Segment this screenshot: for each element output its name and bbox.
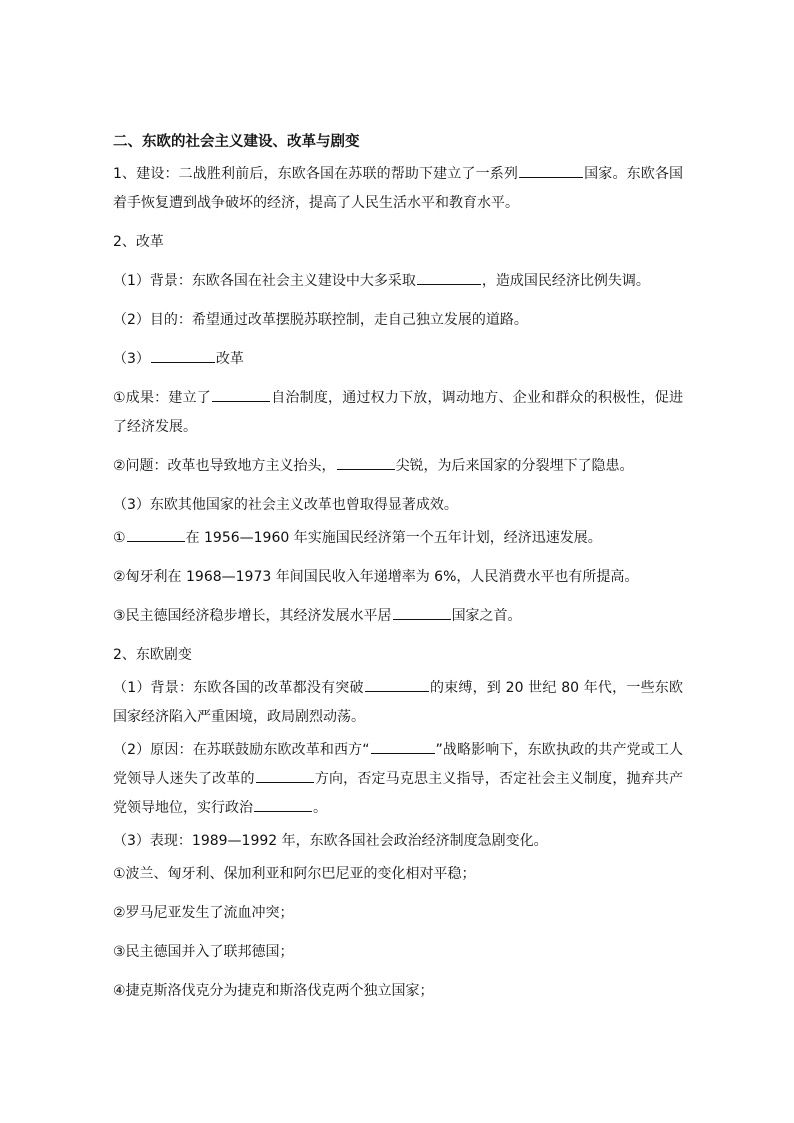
subheading-reform: 2、改革 — [113, 234, 164, 250]
text: 自治制度，通过权力下放，调动地方、企业和群众的积极性，促进了经济发展。 — [113, 390, 683, 435]
paragraph-hungary: ②匈牙利在 1968—1973 年间国民收入年递增率为 6%，人民消费水平也有所提高。 — [113, 569, 639, 585]
paragraph-upheaval-cause — [113, 736, 683, 823]
list-item-poland: ①波兰、匈牙利、保加利亚和阿尔巴尼亚的变化相对平稳； — [113, 866, 476, 882]
subheading-upheaval: 2、东欧剧变 — [113, 647, 192, 663]
list-item-gdr: ③民主德国并入了联邦德国； — [113, 944, 294, 960]
document-body — [113, 130, 683, 1016]
text: 国家。东欧各国着手恢复遭到战争破坏的经济，提高了人民生活水平和教育水平。 — [113, 166, 684, 211]
text: 在 1956—1960 年实施国民经济第一个五年计划，经济迅速发展。 — [185, 530, 602, 546]
fill-blank[interactable] — [337, 455, 395, 470]
text: ①成果：建立了 — [113, 390, 211, 406]
paragraph-upheaval-background — [113, 674, 683, 732]
paragraph-reform-background — [113, 267, 683, 296]
fill-blank[interactable] — [519, 163, 583, 178]
text: 。 — [313, 800, 327, 816]
text: 的束缚，到 20 世纪 80 年代，一些东欧国家经济陷入严重困境，政局剧烈动荡。 — [113, 680, 683, 725]
text: ① — [113, 530, 126, 546]
text: 1、建设：二战胜利前后，东欧各国在苏联的帮助下建立了一系列 — [113, 166, 519, 182]
section-heading: 二、东欧的社会主义建设、改革与剧变 — [113, 134, 360, 150]
text: （3） — [113, 351, 150, 367]
fill-blank[interactable] — [212, 387, 270, 402]
fill-blank[interactable] — [127, 527, 185, 542]
text: ”战略影响下，东欧执政的共产党或工人党领导人迷失了改革的 — [113, 742, 683, 787]
paragraph-reform-purpose: （2）目的：希望通过改革摆脱苏联控制，走自己独立发展的道路。 — [113, 312, 528, 328]
list-item-romania: ②罗马尼亚发生了流血冲突； — [113, 905, 294, 921]
list-item-czechoslovakia: ④捷克斯洛伐克分为捷克和斯洛伐克两个独立国家； — [113, 983, 434, 999]
text: 方向，否定马克思主义指导，否定社会主义制度，抛弃共产党领导地位，实行政治 — [113, 771, 684, 816]
fill-blank[interactable] — [393, 605, 451, 620]
paragraph-gdr — [113, 602, 683, 631]
text: ，造成国民经济比例失调。 — [481, 273, 650, 289]
fill-blank[interactable] — [365, 677, 429, 692]
text: 改革 — [215, 351, 244, 367]
text: 尖锐，为后来国家的分裂埋下了隐患。 — [395, 458, 634, 474]
paragraph-reform-result — [113, 384, 683, 442]
paragraph-upheaval-manifestation: （3）表现：1989—1992 年，东欧各国社会政治经济制度急剧变化。 — [113, 833, 548, 849]
paragraph-construction — [113, 160, 683, 218]
text: ③民主德国经济稳步增长，其经济发展水平居 — [113, 608, 392, 624]
paragraph-other-reforms: （3）东欧其他国家的社会主义改革也曾取得显著成效。 — [113, 497, 458, 513]
text: （2）原因：在苏联鼓励东欧改革和西方“ — [113, 742, 370, 758]
text: 国家之首。 — [451, 608, 522, 624]
fill-blank[interactable] — [256, 768, 314, 783]
paragraph-five-year-plan — [113, 524, 683, 553]
paragraph-reform-item3 — [113, 345, 683, 374]
fill-blank[interactable] — [151, 348, 215, 363]
fill-blank[interactable] — [417, 270, 481, 285]
text: ②问题：改革也导致地方主义抬头， — [113, 458, 336, 474]
text: （1）背景：东欧各国的改革都没有突破 — [113, 680, 364, 696]
fill-blank[interactable] — [371, 739, 435, 754]
paragraph-reform-problem — [113, 452, 683, 481]
text: （1）背景：东欧各国在社会主义建设中大多采取 — [113, 273, 416, 289]
fill-blank[interactable] — [254, 797, 312, 812]
